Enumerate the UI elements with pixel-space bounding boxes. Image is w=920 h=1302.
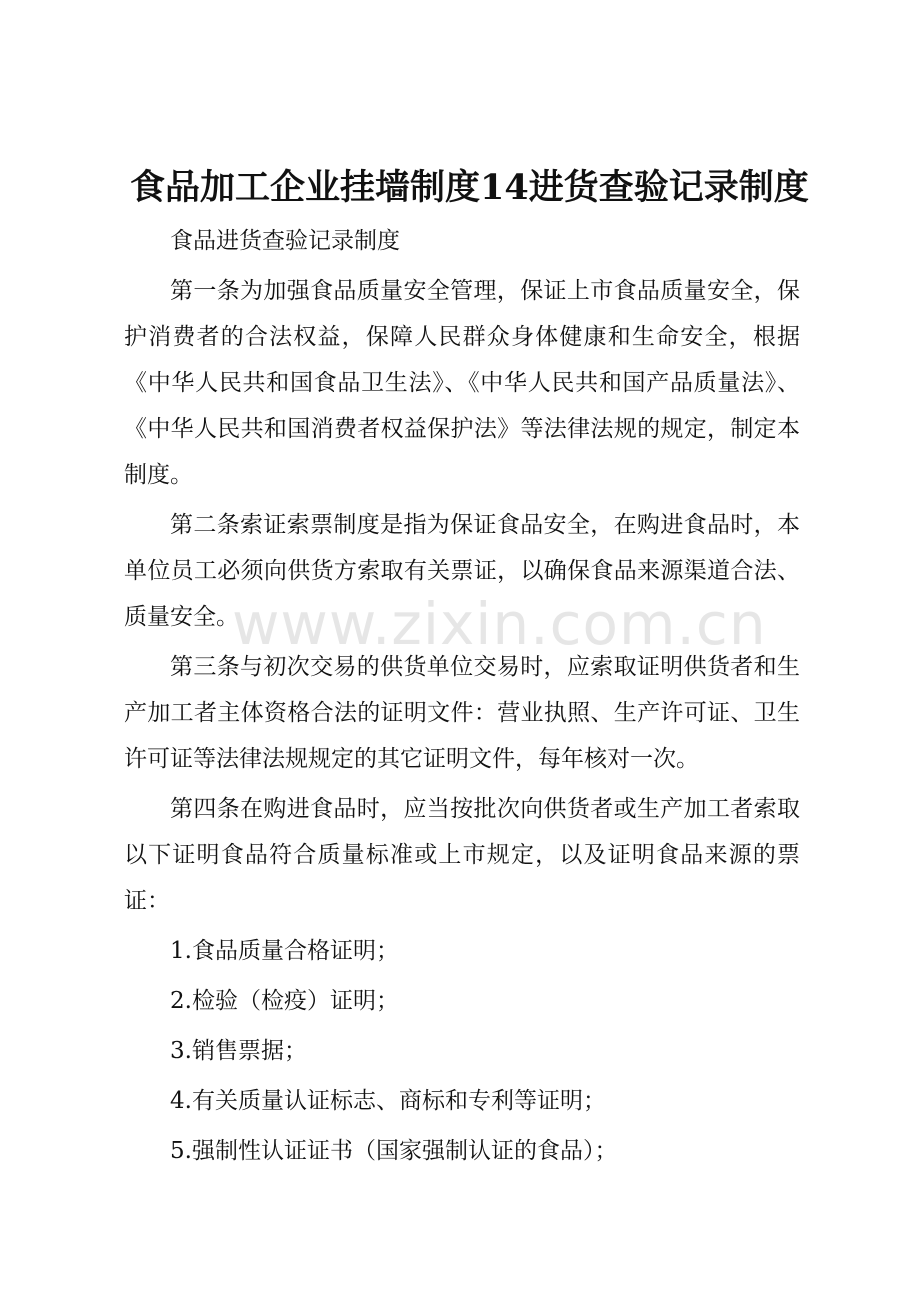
article-4-paragraph: 第四条在购进食品时，应当按批次向供货者或生产加工者索取以下证明食品符合质量标准或上市规定，以及证明食品来源的票证： <box>124 796 800 914</box>
list-item-1: 1.食品质量合格证明； <box>170 938 399 964</box>
article-1-paragraph: 第一条为加强食品质量安全管理，保证上市食品质量安全，保护消费者的合法权益，保障人民群众身体健康和生命安全，根据《中华人民共和国食品卫生法》、《中华人民共和国产品质量法》、《中华人民共和国消费者权益保护法》等法律法规的规定，制定本制度。 <box>124 278 800 488</box>
document-title: 食品加工企业挂墙制度14进货查验记录制度 <box>130 167 809 208</box>
article-3-paragraph: 第三条与初次交易的供货单位交易时，应索取证明供货者和生产加工者主体资格合法的证明文件：营业执照、生产许可证、卫生许可证等法律法规规定的其它证明文件，每年核对一次。 <box>124 654 800 772</box>
list-item-2: 2.检验（检疫）证明； <box>170 988 399 1014</box>
list-item-3: 3.销售票据； <box>170 1038 307 1064</box>
list-item-5: 5.强制性认证证书（国家强制认证的食品）； <box>170 1138 618 1164</box>
watermark: www.zixin.com.cn <box>232 590 767 658</box>
list-item-4: 4.有关质量认证标志、商标和专利等证明； <box>170 1088 606 1114</box>
subtitle-paragraph: 食品进货查验记录制度 <box>170 228 400 254</box>
document-body <box>124 218 800 1174</box>
article-2-paragraph: 第二条索证索票制度是指为保证食品安全，在购进食品时，本单位员工必须向供货方索取有关票证，以确保食品来源渠道合法、质量安全。 <box>124 512 800 630</box>
